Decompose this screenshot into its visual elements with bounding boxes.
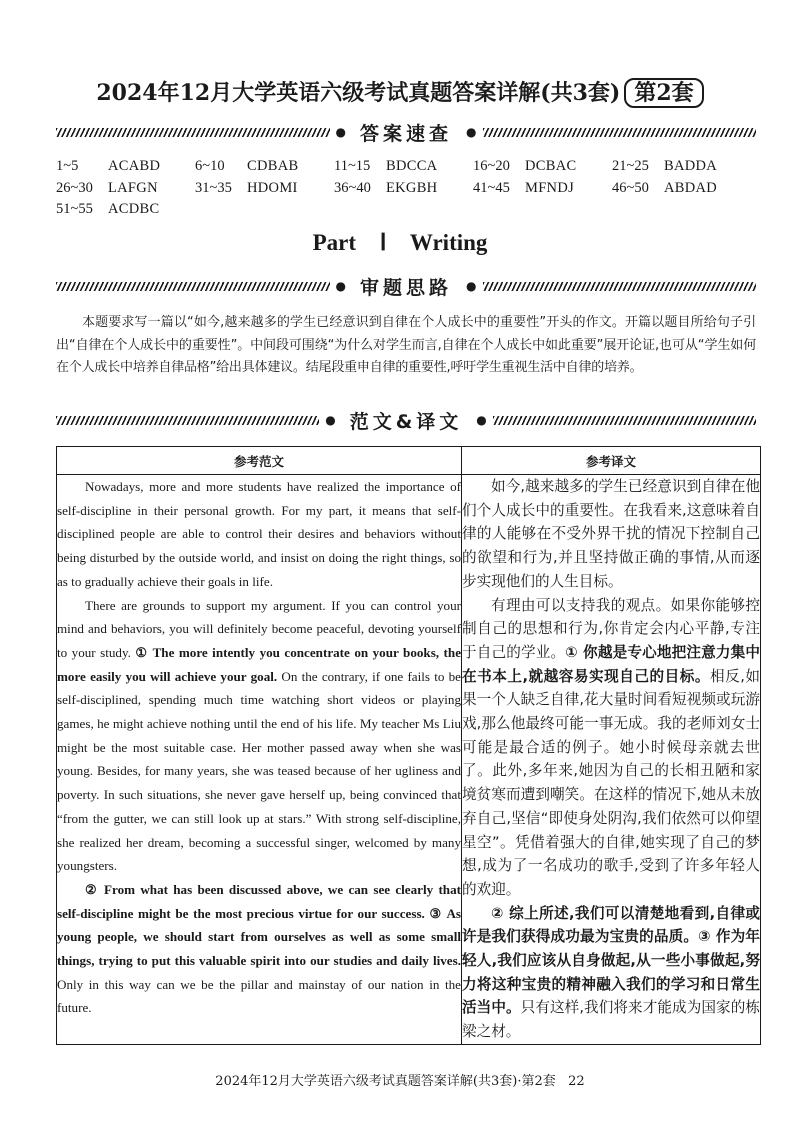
answer-row	[56, 156, 756, 178]
part-heading	[0, 230, 800, 256]
answer-value: HDOMI	[247, 179, 298, 196]
table-header-row	[57, 447, 761, 475]
answer-range: 26~30	[56, 179, 93, 196]
part-numeral: Ⅰ	[379, 230, 387, 255]
answer-value: BADDA	[664, 158, 718, 174]
answer-range: 46~50	[612, 179, 649, 196]
essay-banner	[56, 408, 756, 432]
answer-value: BDCCA	[386, 158, 438, 174]
page-footer	[0, 1070, 800, 1089]
translation-paragraph	[462, 594, 760, 902]
footer-text: 2024年12月大学英语六级考试真题答案详解(共3套)·第2套	[215, 1074, 556, 1089]
answer-value: EKGBH	[386, 179, 438, 196]
translation-highlight: ① 你越是专心地把注意力集中在书本上,就越容易实现自己的目标。	[462, 643, 760, 685]
analysis-banner	[56, 274, 756, 298]
bullet-dot: ●	[466, 125, 477, 139]
answer-range: 41~45	[473, 179, 510, 196]
translation-text: 有理由可以支持我的观点。如果你能够控制自己的思想和行为,你肯定会内心平静,专注于自己的学业。	[462, 596, 760, 661]
hatch-decoration	[56, 128, 330, 137]
answer-range: 31~35	[195, 179, 232, 196]
essay-text: Nowadays, more and more students have realized the importance of self-discipline in their personal growth. For my part, it means that self-disciplined people are able to control their desires and behaviors without being disturbed by the outside world, and insist on doing the right things, so as to gradually achieve their goals in life.	[57, 479, 461, 589]
answer-group	[195, 178, 334, 200]
hatch-decoration	[483, 282, 757, 291]
hatch-decoration	[56, 416, 319, 425]
answer-value: ACABD	[108, 158, 161, 174]
translation-paragraph	[462, 475, 760, 594]
hatch-decoration	[493, 416, 756, 425]
essay-highlight: ② From what has been discussed above, we can see clearly that self-discipline might be the most precious virtue for our success. ③ As young people, we should start from ourselves as well as some small things, trying to put this valuable spirit into our studies and daily lives.	[57, 881, 461, 969]
answer-value: LAFGN	[108, 179, 158, 196]
answer-range: 1~5	[56, 158, 79, 174]
bullet-dot: ●	[335, 279, 346, 293]
answer-group	[56, 199, 195, 221]
answer-value: ABDAD	[664, 179, 718, 196]
answer-range: 21~25	[612, 158, 649, 174]
answer-group	[612, 156, 751, 178]
essay-heading: 范文&译文	[349, 410, 463, 433]
title-text: 2024年12月大学英语六级考试真题答案详解(共3套)	[96, 80, 621, 106]
set-badge: 第2套	[624, 78, 703, 108]
header-sample-essay: 参考范文	[57, 447, 462, 475]
translation-text: 如今,越来越多的学生已经意识到自律在他们个人成长中的重要性。在我看来,这意味着自律的人能够在不受外界干扰的情况下控制自己的欲望和行为,并且坚持做正确的事情,从而逐步实现他们的人生目标。	[462, 478, 760, 590]
answer-value: CDBAB	[247, 158, 299, 174]
answer-group	[473, 156, 612, 178]
answer-group	[473, 178, 612, 200]
answer-group	[56, 178, 195, 200]
document-title	[0, 76, 800, 108]
answer-group	[195, 156, 334, 178]
answer-range: 11~15	[334, 158, 371, 174]
essay-paragraph	[57, 878, 461, 1020]
translation-highlight: ② 综上所述,我们可以清楚地看到,自律或许是我们获得成功最为宝贵的品质。③ 作为年轻人,我们应该从自身做起,从一些小事做起,努力将这种宝贵的精神融入我们的学习和日常生活当中。	[462, 904, 760, 1017]
answer-value: MFNDJ	[525, 179, 575, 196]
answer-group	[56, 156, 195, 178]
analysis-paragraph: 本题要求写一篇以“如今,越来越多的学生已经意识到自律在个人成长中的重要性”开头的作文。开篇以题目所给句子引出“自律在个人成长中的重要性”。中间段可围绕“为什么对学生而言,自律在个人成长中如此重要”展开论证,也可从“学生如何在个人成长中培养自律品格”给出具体建议。结尾段重申自律的重要性,呼吁学生重视生活中自律的培养。	[56, 315, 756, 376]
translation-cell	[462, 475, 761, 1045]
bullet-dot: ●	[325, 413, 336, 427]
answer-group	[334, 178, 473, 200]
translation-paragraph	[462, 902, 760, 1044]
hatch-decoration	[483, 128, 757, 137]
hatch-decoration	[56, 282, 330, 291]
answer-row	[56, 199, 756, 221]
essay-paragraph	[57, 594, 461, 878]
answer-row	[56, 178, 756, 200]
answer-group	[334, 156, 473, 178]
answer-range: 36~40	[334, 179, 371, 196]
page-number: 22	[568, 1074, 585, 1089]
answers-heading: 答案速查	[360, 122, 453, 145]
part-label: Part	[312, 230, 356, 255]
essay-text: There are grounds to support my argument. If you can control your mind and behaviors, you will definitely become peaceful, devoting yourself to your study.	[57, 597, 461, 660]
part-name: Writing	[409, 230, 488, 255]
essay-table	[56, 446, 761, 1045]
essay-highlight: ① The more intently you concentrate on your books, the more easily you will achieve your goal.	[57, 644, 462, 684]
answer-value: ACDBC	[108, 201, 160, 217]
translation-text: 相反,如果一个人缺乏自律,花大量时间看短视频或玩游戏,那么他最终可能一事无成。我的老师刘女士可能是最合适的例子。她小时候母亲就去世了。此外,多年来,她因为自己的长相丑陋和家境贫寒而遭到嘲笑。在这样的情况下,她从未放弃自己,坚信“即使身处阴沟,我们依然可以仰望星空”。凭借着强大的自律,她实现了自己的梦想,成为了一名成功的歌手,受到了许多年轻人的欢迎。	[462, 667, 761, 898]
answers-banner	[56, 120, 756, 144]
bullet-dot: ●	[476, 413, 487, 427]
essay-text: On the contrary, if one fails to be self-disciplined, spending much time watching short videos or playing games, he might achieve nothing until the end of his life. My teacher Ms Liu might be the most suitable case. Her mother passed away when she was young. Besides, for many years, she was teased because of her ugliness and poverty. In such situations, she never gave herself up, being convinced that “from the gutter, we can still look up at stars.” With strong self-discipline, she realized her dream, becoming a successful singer, welcomed by many youngsters.	[57, 668, 461, 874]
bullet-dot: ●	[466, 279, 477, 293]
answer-value: DCBAC	[525, 158, 577, 174]
answer-range: 6~10	[195, 158, 225, 174]
bullet-dot: ●	[335, 125, 346, 139]
answer-group	[612, 178, 751, 200]
translation-text: 只有这样,我们将来才能成为国家的栋梁之材。	[462, 999, 760, 1041]
analysis-heading: 审题思路	[360, 276, 453, 299]
answer-range: 16~20	[473, 158, 510, 174]
essay-text: Only in this way can we be the pillar and mainstay of our nation in the future.	[57, 976, 461, 1016]
header-translation: 参考译文	[462, 447, 761, 475]
table-body-row	[57, 475, 761, 1045]
sample-essay-cell	[57, 475, 462, 1045]
answer-key	[56, 156, 756, 221]
essay-paragraph	[57, 475, 461, 594]
answer-range: 51~55	[56, 201, 93, 217]
